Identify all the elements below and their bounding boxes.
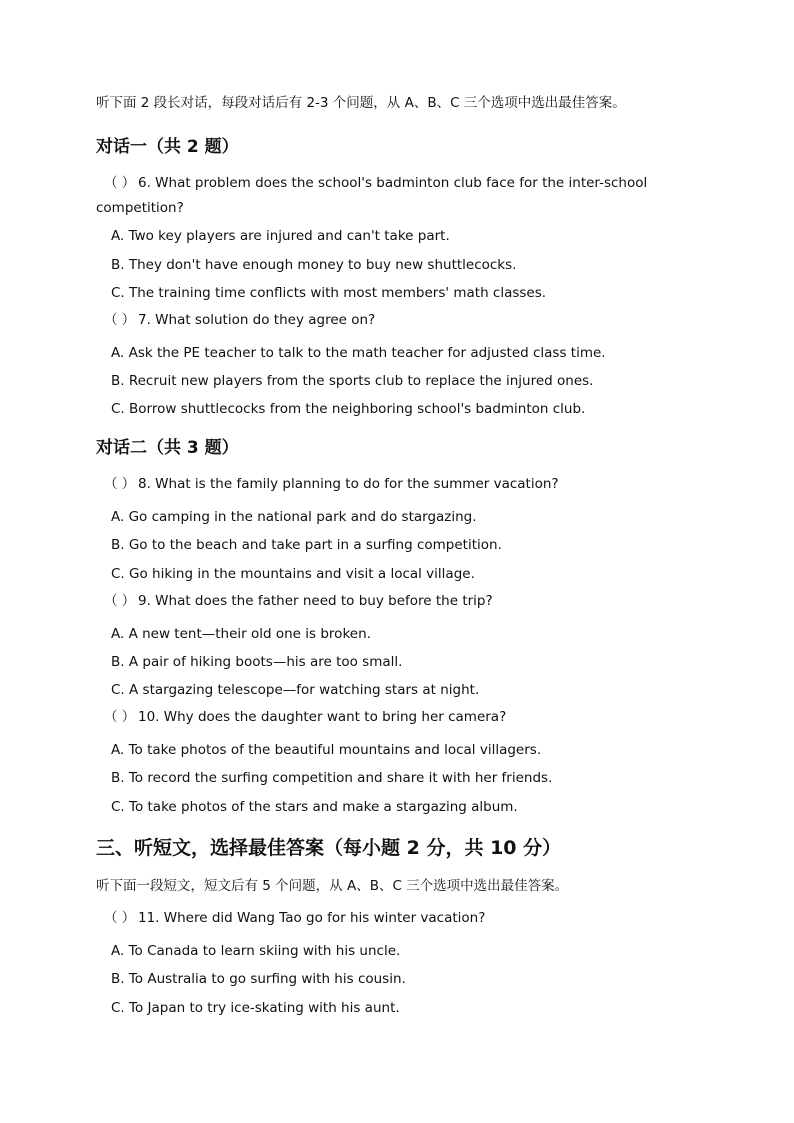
answer-blank[interactable]: （ ） [104, 709, 136, 725]
answer-blank[interactable]: （ ） [104, 175, 136, 191]
section-3-instructions: 听下面一段短文，短文后有 5 个问题，从 A、B、C 三个选项中选出最佳答案。 [96, 878, 569, 894]
question-text: 9. What does the father need to buy before the trip? [138, 593, 493, 609]
question-text: 11. Where did Wang Tao go for his winter vacation? [138, 910, 486, 926]
answer-blank[interactable]: （ ） [104, 476, 136, 492]
option-c: C. Borrow shuttlecocks from the neighboring school's badminton club. [111, 401, 586, 417]
section-3-heading: 三、听短文，选择最佳答案（每小题 2 分，共 10 分） [96, 837, 562, 859]
option-c: C. To take photos of the stars and make a stargazing album. [111, 799, 518, 815]
answer-blank[interactable]: （ ） [104, 593, 136, 609]
option-a: A. Ask the PE teacher to talk to the math teacher for adjusted class time. [111, 345, 606, 361]
option-b: B. A pair of hiking boots—his are too small. [111, 654, 403, 670]
listening-instructions: 听下面 2 段长对话，每段对话后有 2-3 个问题，从 A、B、C 三个选项中选出最佳答案。 [96, 95, 626, 111]
option-a: A. Go camping in the national park and do stargazing. [111, 509, 477, 525]
question-text: 6. What problem does the school's badminton club face for the inter-school [138, 175, 648, 191]
question-9 [104, 592, 493, 610]
question-text: 10. Why does the daughter want to bring her camera? [138, 709, 507, 725]
option-b: B. They don't have enough money to buy new shuttlecocks. [111, 257, 517, 273]
option-b: B. Recruit new players from the sports club to replace the injured ones. [111, 373, 594, 389]
option-b: B. Go to the beach and take part in a surfing competition. [111, 537, 502, 553]
option-a: A. A new tent—their old one is broken. [111, 626, 371, 642]
question-text: 8. What is the family planning to do for the summer vacation? [138, 476, 559, 492]
question-7 [104, 311, 375, 329]
option-a: A. To take photos of the beautiful mountains and local villagers. [111, 742, 542, 758]
option-c: C. Go hiking in the mountains and visit a local village. [111, 566, 475, 582]
question-6-continuation: competition? [96, 200, 184, 216]
question-6 [104, 174, 647, 192]
question-8 [104, 475, 559, 493]
question-text: 7. What solution do they agree on? [138, 312, 376, 328]
option-a: A. To Canada to learn skiing with his uncle. [111, 943, 401, 959]
option-c: C. To Japan to try ice-skating with his aunt. [111, 1000, 400, 1016]
option-c: C. The training time conflicts with most members' math classes. [111, 285, 547, 301]
option-b: B. To Australia to go surfing with his cousin. [111, 971, 406, 987]
answer-blank[interactable]: （ ） [104, 910, 136, 926]
dialog-1-heading: 对话一（共 2 题） [96, 137, 239, 157]
option-a: A. Two key players are injured and can't take part. [111, 228, 450, 244]
dialog-2-heading: 对话二（共 3 题） [96, 438, 239, 458]
question-11 [104, 909, 485, 927]
question-10 [104, 708, 506, 726]
option-c: C. A stargazing telescope—for watching stars at night. [111, 682, 480, 698]
option-b: B. To record the surfing competition and share it with her friends. [111, 770, 553, 786]
answer-blank[interactable]: （ ） [104, 312, 136, 328]
